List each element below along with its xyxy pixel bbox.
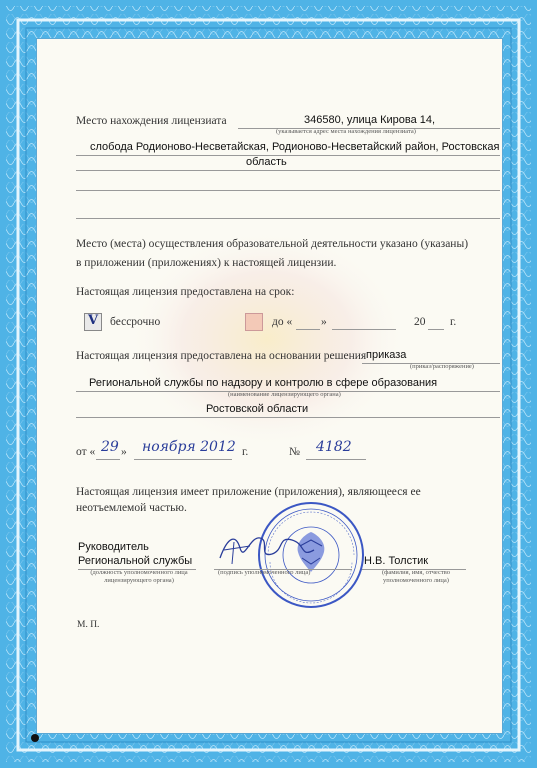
indefinite-checkbox: [84, 313, 102, 331]
location-label: Место нахождения лицензиата: [76, 115, 227, 127]
year-prefix: 20: [414, 316, 426, 328]
activity-place-line2: в приложении (приложениях) к настоящей лицензии.: [76, 257, 337, 269]
authority-line2: Ростовской области: [206, 403, 309, 415]
term-label: Настоящая лицензия предоставлена на срок:: [76, 286, 295, 298]
license-number: 4182: [316, 439, 352, 455]
appendix-line2: неотъемлемой частью.: [76, 502, 187, 514]
check-mark: V: [88, 313, 99, 328]
stamp-place: М. П.: [77, 620, 100, 630]
decision-hint: (приказ/распоряжение): [410, 363, 474, 370]
signature-hint: (подпись уполномоченного лица): [218, 569, 311, 576]
position-line1: Руководитель: [78, 541, 149, 553]
handwritten-signature: [214, 528, 324, 568]
date-quote-close: »: [121, 446, 127, 458]
until-prefix: до «: [272, 316, 293, 328]
position-line2: Региональной службы: [78, 555, 193, 567]
location-address-line3: область: [246, 156, 287, 168]
number-sign: №: [289, 446, 300, 458]
appendix-line1: Настоящая лицензия имеет приложение (приложения), являющееся ее: [76, 486, 421, 498]
date-g: г.: [242, 446, 249, 458]
date-ot: от «: [76, 446, 96, 458]
until-quote: »: [321, 316, 327, 328]
until-checkbox: [245, 313, 263, 331]
authority-hint: (наименование лицензирующего органа): [228, 391, 341, 398]
location-address-line1: 346580, улица Кирова 14,: [304, 114, 436, 126]
position-hint: (должность уполномоченного лица лицензирующего органа): [90, 569, 188, 584]
authority-line1: Региональной службы по надзору и контролю в сфере образования: [89, 377, 438, 389]
basis-label: Настоящая лицензия предоставлена на основании решения: [76, 350, 367, 362]
year-suffix: г.: [450, 316, 457, 328]
corner-dot: [31, 734, 39, 742]
name-hint: (фамилия, имя, отчество уполномоченного лица): [382, 569, 450, 584]
signer-name: Н.В. Толстик: [364, 555, 429, 567]
date-day: 29: [101, 439, 119, 455]
decision-type: приказа: [366, 349, 407, 361]
location-address-line2: слобода Родионово-Несветайская, Родионово-Несветайский район, Ростовская: [90, 141, 500, 153]
activity-place-line1: Место (места) осуществления образовательной деятельности указано (указаны): [76, 238, 469, 250]
date-month-year: ноября 2012: [142, 439, 236, 455]
indefinite-label: бессрочно: [110, 316, 161, 328]
location-hint: (указывается адрес места нахождения лицензиата): [276, 128, 416, 135]
